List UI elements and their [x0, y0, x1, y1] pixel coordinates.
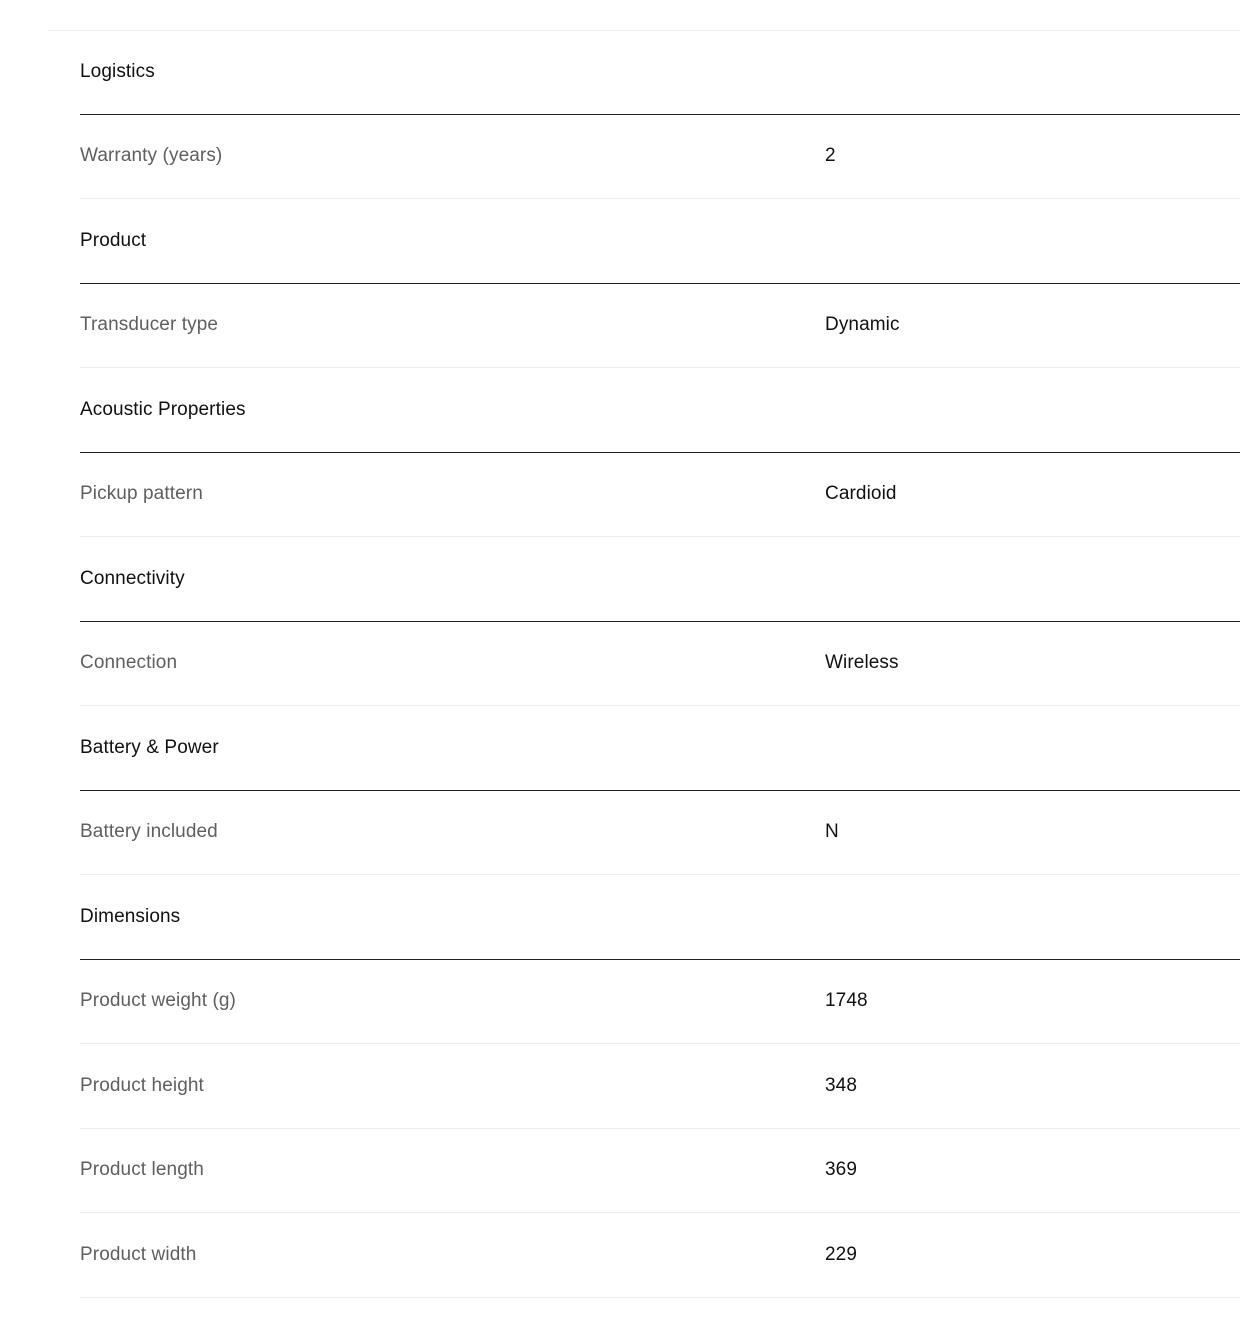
section-title: Product — [80, 229, 147, 251]
spec-row-battery-included — [80, 791, 1240, 876]
section-header-battery-power — [80, 706, 1240, 791]
spec-row-product-width — [80, 1213, 1240, 1298]
spec-row-pickup-pattern — [80, 453, 1240, 538]
section-header-connectivity — [80, 537, 1240, 622]
spec-label: Product width — [80, 1243, 197, 1265]
spec-label: Warranty (years) — [80, 145, 223, 167]
spec-label: Pickup pattern — [80, 483, 203, 505]
section-title: Connectivity — [80, 567, 185, 589]
spec-value: 2 — [825, 145, 836, 167]
section-header-product — [80, 199, 1240, 284]
spec-value: Dynamic — [825, 314, 900, 336]
spec-value: Cardioid — [825, 483, 897, 505]
spec-row-warranty — [80, 115, 1240, 200]
spec-value: N — [825, 821, 839, 843]
spec-row-connection — [80, 622, 1240, 707]
section-header-logistics — [80, 30, 1240, 115]
spec-label: Product length — [80, 1159, 204, 1181]
spec-value: 1748 — [825, 990, 868, 1012]
spec-label: Product weight (g) — [80, 990, 236, 1012]
section-title: Battery & Power — [80, 736, 219, 758]
section-header-acoustic-properties — [80, 368, 1240, 453]
section-title: Acoustic Properties — [80, 398, 246, 420]
spec-value: 348 — [825, 1074, 858, 1096]
section-title: Dimensions — [80, 905, 181, 927]
spec-row-product-height — [80, 1044, 1240, 1129]
spec-row-product-length — [80, 1129, 1240, 1214]
spec-row-transducer-type — [80, 284, 1240, 369]
specifications-table — [80, 30, 1240, 1298]
spec-value: 229 — [825, 1243, 858, 1265]
spec-label: Battery included — [80, 821, 218, 843]
spec-label: Connection — [80, 652, 178, 674]
spec-label: Product height — [80, 1074, 204, 1096]
section-title: Logistics — [80, 60, 155, 82]
spec-row-product-weight — [80, 960, 1240, 1045]
spec-value: 369 — [825, 1159, 858, 1181]
section-header-dimensions — [80, 875, 1240, 960]
spec-value: Wireless — [825, 652, 899, 674]
spec-label: Transducer type — [80, 314, 219, 336]
